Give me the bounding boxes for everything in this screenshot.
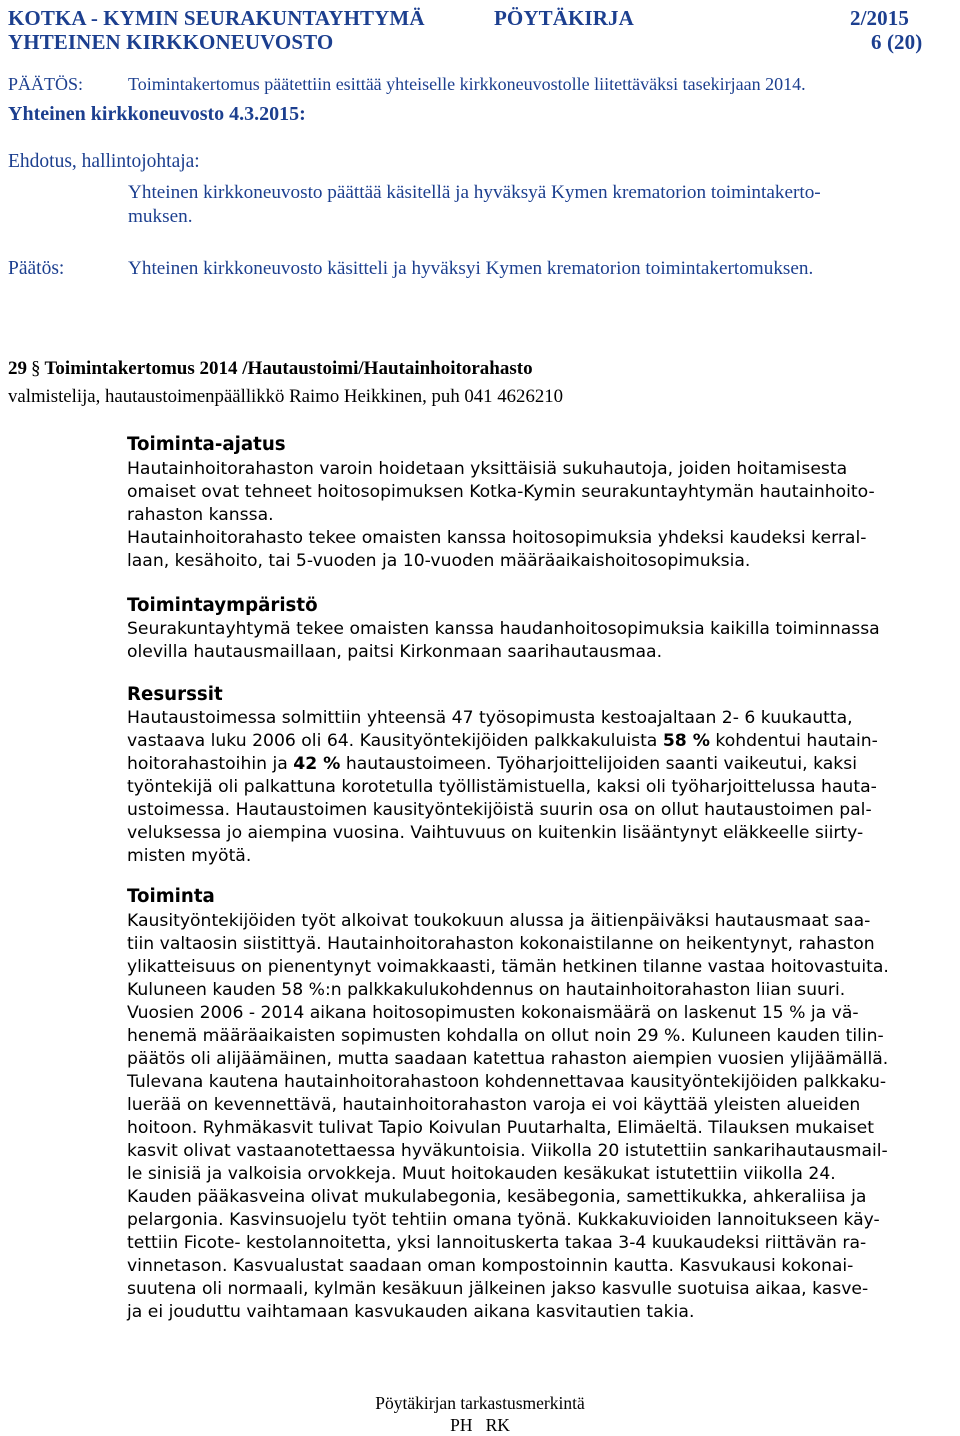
section-line: ja ei jouduttu vaihtamaan kasvukauden aikana kasvitautien takia. xyxy=(127,1302,695,1322)
section-line: Kuluneen kauden 58 %:n palkkakulukohdennus on hautainhoitorahaston liian suuri. xyxy=(127,980,846,1000)
section-line: pelargonia. Kasvinsuojelu työt tehtiin omana työnä. Kukkakuvioiden lannoitukseen käy- xyxy=(127,1210,880,1230)
section-line: Kausityöntekijöiden työt alkoivat toukokuun alussa ja äitienpäiväksi hautausmaat saa- xyxy=(127,911,871,931)
line-segment: vastaava luku 2006 oli 64. Kausityöntekijöiden palkkakuluista xyxy=(127,731,658,751)
section-line: hoitoon. Ryhmäkasvit tulivat Tapio Koivulan Puutarhalta, Elimäeltä. Tilauksen mukaiset xyxy=(127,1118,874,1138)
section-line: ylikatteisuus on pienentynyt voimakkaasti, tämän hetkinen tilanne vastaa hoitovastuita. xyxy=(127,957,889,977)
decision-label: Päätös: xyxy=(8,258,65,279)
section-line: henemä määräaikaisten sopimusten kohdalla on ollut noin 29 %. Kuluneen kauden tilin- xyxy=(127,1026,884,1046)
proposal-line: Yhteinen kirkkoneuvosto päättää käsitellä ja hyväksyä Kymen krematorion toimintakerto- xyxy=(128,182,821,203)
section-line: le sinisiä ja valkoisia orvokkeja. Muut hoitokauden kesäkukat istutettiin viikolla 24. xyxy=(127,1164,836,1184)
section-heading: Resurssit xyxy=(127,684,223,705)
section-line: Kauden pääkasveina olivat mukulabegonia, kesäbegonia, samettikukka, ahkeraliisa ja xyxy=(127,1187,867,1207)
section-line: Hautainhoitorahasto tekee omaisten kanssa hoitosopimuksia yhdeksi kaudeksi kerral- xyxy=(127,528,867,548)
page-number: 6 (20) xyxy=(871,30,923,54)
meeting-heading: Yhteinen kirkkoneuvosto 4.3.2015: xyxy=(8,103,306,125)
section-line: tiin valtaosin siistittyä. Hautainhoitorahaston kokonaistilanne on heikentynyt, rahaston xyxy=(127,934,875,954)
section-line: kasvit olivat vastaanotettaessa hyväkuntoisia. Viikolla 20 istutettiin sankarihautausmail- xyxy=(127,1141,888,1161)
decision-text: Yhteinen kirkkoneuvosto käsitteli ja hyväksyi Kymen krematorion toimintakertomuksen. xyxy=(128,258,814,279)
section-line: olevilla hautausmaillaan, paitsi Kirkonmaan saarihautausmaa. xyxy=(127,642,663,662)
section-line: veluksessa jo aiempina vuosina. Vaihtuvuus on kuitenkin lisääntynyt eläkkeelle siirty- xyxy=(127,823,864,843)
section-line: päätös oli alijäämäinen, mutta saadaan katettua rahaston aiempien vuosien ylijäämällä. xyxy=(127,1049,889,1069)
item-title-row xyxy=(8,358,533,380)
section-line: vinnetason. Kasvualustat saadaan oman kompostoinnin kautta. Kasvukausi kokonai- xyxy=(127,1256,854,1276)
prev-decision-label: PÄÄTÖS: xyxy=(8,74,84,94)
section-line: Vuosien 2006 - 2014 aikana hoitosopimusten kokonaismäärä on laskenut 15 % ja vä- xyxy=(127,1003,859,1023)
line-segment: kohdentui hautain- xyxy=(715,731,878,751)
section-mark: § xyxy=(31,358,41,379)
section-line: Hautaustoimessa solmittiin yhteensä 47 työsopimusta kestoajaltaan 2- 6 kuukautta, xyxy=(127,708,853,728)
section-line: laan, kesähoito, tai 5-vuoden ja 10-vuoden määräaikaishoitosopimuksia. xyxy=(127,551,751,571)
section-line: omaiset ovat tehneet hoitosopimuksen Kotka-Kymin seurakuntayhtymän hautainhoito- xyxy=(127,482,875,502)
section-line: ustoimessa. Hautaustoimen kausityöntekijöistä suurin osa on ollut hautaustoimen pal- xyxy=(127,800,872,820)
percentage-highlight: 58 % xyxy=(662,731,710,751)
footer-label: Pöytäkirjan tarkastusmerkintä xyxy=(375,1393,585,1413)
proposal-label: Ehdotus, hallintojohtaja: xyxy=(8,151,200,172)
section-line: luerää on kevennettävä, hautainhoitorahaston varoja ei voi käyttää yleisten alueiden xyxy=(127,1095,861,1115)
section-line: Tulevana kautena hautainhoitorahastoon kohdennettavaa kausityöntekijöiden palkkaku- xyxy=(127,1072,887,1092)
item-title: Toimintakertomus 2014 /Hautaustoimi/Hautainhoitorahasto xyxy=(44,358,533,379)
prev-decision-text: Toimintakertomus päätettiin esittää yhteiselle kirkkoneuvostolle liitettäväksi tasekirjaan 2014. xyxy=(128,74,806,94)
section-heading: Toimintaympäristö xyxy=(127,595,318,616)
section-line: Seurakuntayhtymä tekee omaisten kanssa haudanhoitosopimuksia kaikilla toiminnassa xyxy=(127,619,880,639)
section-line xyxy=(127,730,878,752)
item-number: 29 xyxy=(8,358,27,379)
section-line: Hautainhoitorahaston varoin hoidetaan yksittäisiä sukuhautoja, joiden hoitamisesta xyxy=(127,459,848,479)
percentage-highlight: 42 % xyxy=(293,754,341,774)
org-name: KOTKA - KYMIN SEURAKUNTAYHTYMÄ xyxy=(8,6,425,30)
section-line: suutena oli normaali, kylmän kesäkuun jälkeinen jakso kasvulle suotuisa aikaa, kasve- xyxy=(127,1279,869,1299)
section-line: rahaston kanssa. xyxy=(127,505,274,525)
section-heading: Toiminta xyxy=(127,886,215,907)
line-segment: hoitorahastoihin ja xyxy=(127,754,288,774)
doc-type: PÖYTÄKIRJA xyxy=(494,6,634,30)
section-line: työntekijä oli palkattuna korotetulla työllistämistuella, kaksi oli työharjoittelussa hauta- xyxy=(127,777,877,797)
item-preparer: valmistelija, hautaustoimenpäällikkö Raimo Heikkinen, puh 041 4626210 xyxy=(8,386,564,407)
proposal-line: muksen. xyxy=(128,206,193,227)
section-line xyxy=(127,753,857,775)
line-segment: hautaustoimeen. Työharjoittelijoiden saanti vaikeutui, kaksi xyxy=(345,754,857,774)
section-line: tettiin Ficote- kestolannoitetta, yksi lannoituskerta takaa 3-4 kuukaudeksi riittävän ra- xyxy=(127,1233,867,1253)
section-heading: Toiminta-ajatus xyxy=(127,434,286,455)
board-name: YHTEINEN KIRKKONEUVOSTO xyxy=(8,30,334,54)
doc-number: 2/2015 xyxy=(850,6,909,30)
footer-initials: PH RK xyxy=(450,1415,510,1435)
section-line: misten myötä. xyxy=(127,846,252,866)
